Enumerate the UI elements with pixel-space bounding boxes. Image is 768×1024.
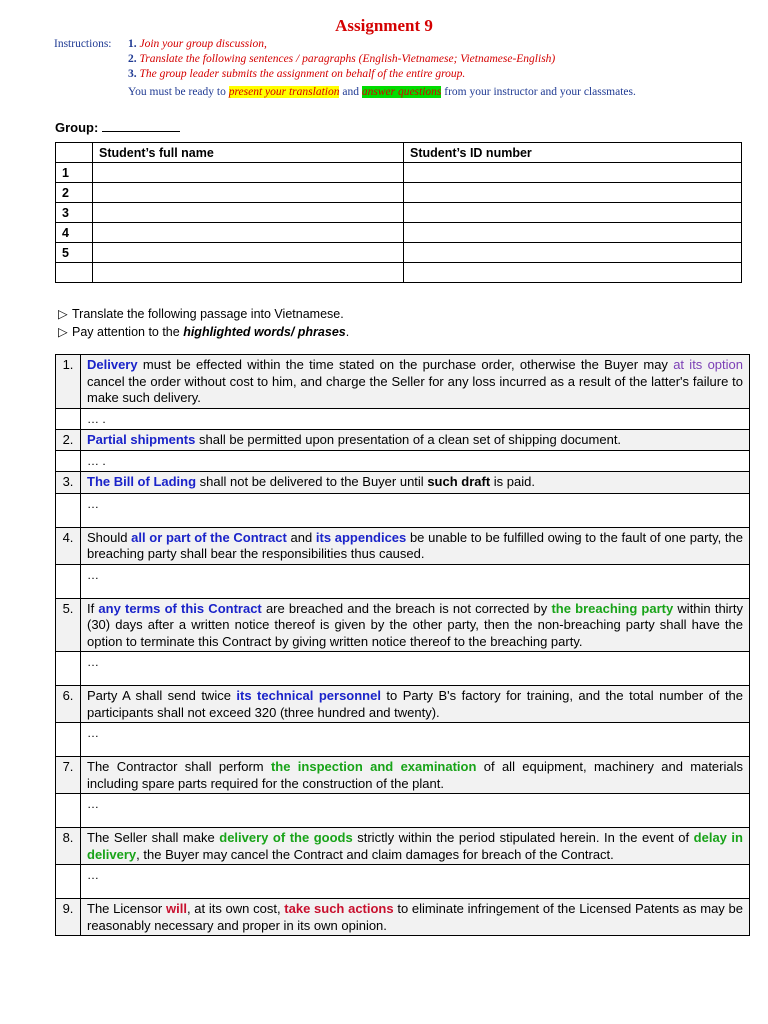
passage-row	[56, 527, 750, 564]
passage-text	[81, 598, 750, 652]
table-row	[56, 203, 742, 223]
answer-cell[interactable]	[81, 794, 750, 828]
passage-row	[56, 757, 750, 794]
student-id-cell[interactable]	[404, 163, 742, 183]
student-id-cell[interactable]	[404, 263, 742, 283]
table-header: Student’s full name	[93, 143, 404, 163]
group-field	[55, 119, 180, 135]
bullet-line	[58, 323, 349, 341]
answer-row	[56, 652, 750, 686]
answer-number-cell	[56, 451, 81, 472]
highlighted-phrase: its technical personnel	[236, 688, 381, 703]
passage-number: 3.	[56, 472, 81, 494]
answer-row	[56, 723, 750, 757]
passage-fragment: The Contractor shall perform	[87, 759, 271, 774]
student-id-cell[interactable]	[404, 223, 742, 243]
student-name-cell[interactable]	[93, 263, 404, 283]
highlighted-phrase: at its option	[673, 357, 743, 372]
passage-fragment: , the Buyer may cancel the Contract and claim damages for breach of the Contract.	[136, 846, 614, 862]
answer-cell[interactable]	[81, 493, 750, 527]
answer-number-cell	[56, 865, 81, 899]
passage-fragment: is paid.	[490, 474, 535, 489]
passage-fragment: to eliminate infringement of the Licensed Patents as may be reasonably necessary and proper in its own opinion.	[87, 901, 743, 933]
student-id-cell[interactable]	[404, 183, 742, 203]
row-number: 4	[56, 223, 93, 243]
passage-fragment: must be effected within the time stated on the purchase order, otherwise the Buyer may	[142, 357, 674, 372]
bullet-text: .	[345, 325, 350, 339]
row-number: 2	[56, 183, 93, 203]
answer-cell[interactable]	[81, 652, 750, 686]
instruction-number: 3.	[128, 68, 137, 80]
row-number: 1	[56, 163, 93, 183]
student-name-cell[interactable]	[93, 243, 404, 263]
instructions-label: Instructions:	[54, 38, 112, 50]
passage-number: 7.	[56, 757, 81, 794]
table-row	[56, 163, 742, 183]
passage-row	[56, 429, 750, 451]
answer-cell[interactable]	[81, 865, 750, 899]
instruction-text: Translate the following sentences / paragraphs (English-Vietnamese; Vietnamese-English)	[139, 53, 556, 65]
passage-number: 2.	[56, 429, 81, 451]
student-name-cell[interactable]	[93, 223, 404, 243]
highlighted-phrase: such draft	[427, 474, 491, 489]
passage-fragment: cancel the order without cost to him, and charge the Seller for any loss incurred as a result of the latter's failure to make such delivery.	[87, 373, 743, 405]
passage-fragment: Party A shall send twice	[87, 688, 237, 703]
student-id-cell[interactable]	[404, 243, 742, 263]
highlighted-phrase: take such actions	[284, 901, 394, 916]
ready-text: You must be ready to	[128, 86, 229, 98]
passage-fragment: are breached and the breach is not corrected by	[261, 600, 552, 616]
passage-fragment: shall not be delivered to the Buyer until	[196, 474, 428, 489]
highlighted-phrase: any terms of this Contract	[98, 600, 262, 616]
passage-fragment: Should	[87, 529, 132, 545]
instruction-number: 2.	[128, 53, 137, 65]
bullet-text: Pay attention to the	[72, 325, 184, 339]
answer-row	[56, 451, 750, 472]
passage-number: 8.	[56, 828, 81, 865]
highlighted-phrase: The Bill of Lading	[87, 474, 197, 489]
bullet-text: Translate the following passage into Vietnamese.	[72, 307, 344, 321]
highlighted-phrase: Delivery	[87, 357, 138, 372]
passage-number: 4.	[56, 527, 81, 564]
answer-placeholder: …	[87, 567, 99, 582]
answer-number-cell	[56, 652, 81, 686]
passage-text	[81, 527, 750, 564]
answer-number-cell	[56, 493, 81, 527]
passage-instructions	[58, 305, 349, 341]
answer-row	[56, 865, 750, 899]
passage-row	[56, 472, 750, 494]
student-table-header	[56, 143, 742, 163]
passage-text	[81, 899, 750, 936]
student-table	[55, 142, 742, 283]
passage-text	[81, 757, 750, 794]
passage-number: 5.	[56, 598, 81, 652]
instruction-text: The group leader submits the assignment on behalf of the entire group.	[139, 68, 466, 80]
highlighted-phrase: Partial shipments	[87, 431, 196, 447]
passage-text	[81, 828, 750, 865]
passage-row	[56, 828, 750, 865]
passage-row	[56, 598, 750, 652]
highlighted-phrase: the breaching party	[551, 600, 674, 616]
answer-number-cell	[56, 408, 81, 429]
answer-placeholder: …	[87, 496, 99, 511]
passage-text	[81, 472, 750, 494]
answer-number-cell	[56, 564, 81, 598]
passage-fragment: of all equipment, machinery and materials including spare parts required for the construction of the plant.	[87, 759, 743, 791]
passage-table	[55, 354, 750, 936]
answer-placeholder: …	[87, 655, 99, 669]
answer-placeholder: …	[87, 868, 99, 882]
bullet-line	[58, 305, 349, 323]
answer-number-cell	[56, 723, 81, 757]
answer-number-cell	[56, 794, 81, 828]
passage-number: 9.	[56, 899, 81, 936]
group-blank-line[interactable]	[102, 119, 180, 132]
bullet-bold-text: highlighted words/ phrases	[183, 325, 346, 339]
passage-fragment: strictly within the period stipulated herein. In the event of	[352, 830, 694, 845]
table-header: Student’s ID number	[404, 143, 742, 163]
highlight-answer-questions: answer questions	[361, 86, 442, 98]
answer-cell[interactable]	[81, 564, 750, 598]
student-id-cell[interactable]	[404, 203, 742, 223]
answer-placeholder: …	[87, 726, 99, 740]
row-number: 5	[56, 243, 93, 263]
student-name-cell[interactable]	[93, 203, 404, 223]
passage-fragment: The Licensor	[87, 901, 166, 916]
passage-number: 6.	[56, 686, 81, 723]
table-row	[56, 223, 742, 243]
passage-fragment: The Seller shall make	[87, 830, 220, 845]
student-name-cell[interactable]	[93, 183, 404, 203]
student-name-cell[interactable]	[93, 163, 404, 183]
table-header	[56, 143, 93, 163]
table-row	[56, 183, 742, 203]
passage-fragment: be unable to be fulfilled owing to the fault of one party, the breaching party shall bear the responsibilities thus caused.	[87, 529, 744, 561]
passage-row	[56, 686, 750, 723]
answer-row	[56, 408, 750, 429]
answer-placeholder: … .	[87, 411, 106, 426]
row-number: 3	[56, 203, 93, 223]
highlighted-phrase: all or part of the Contract	[131, 529, 287, 545]
answer-placeholder: …	[87, 797, 99, 811]
highlighted-phrase: delivery of the goods	[219, 830, 353, 845]
row-number	[56, 263, 93, 283]
passage-fragment: If	[87, 600, 99, 616]
ready-text: from your instructor and your classmates.	[441, 86, 636, 98]
highlighted-phrase: its appendices	[315, 529, 407, 545]
answer-cell[interactable]	[81, 451, 750, 472]
ready-note	[128, 86, 636, 98]
answer-row	[56, 564, 750, 598]
instruction-number: 1.	[128, 38, 137, 50]
passage-fragment: and	[286, 529, 316, 545]
group-label: Group:	[55, 120, 99, 135]
page-title: Assignment 9	[335, 16, 433, 35]
answer-cell[interactable]	[81, 723, 750, 757]
highlighted-phrase: delay in delivery	[87, 830, 743, 862]
passage-row	[56, 355, 750, 409]
answer-cell[interactable]	[81, 408, 750, 429]
passage-fragment: to Party B's factory for training, and the total number of the participants shall not exceed 320 (three hundred and twenty).	[87, 688, 744, 720]
answer-row	[56, 493, 750, 527]
passage-text	[81, 686, 750, 723]
triangle-bullet-icon: ▷	[58, 307, 68, 321]
ready-text: and	[339, 86, 362, 98]
instructions	[54, 37, 555, 82]
answer-row	[56, 794, 750, 828]
highlighted-phrase: the inspection and examination	[270, 759, 477, 774]
passage-text	[81, 355, 750, 409]
passage-fragment: , at its own cost,	[186, 901, 285, 916]
table-row	[56, 263, 742, 283]
instruction-text: Join your group discussion,	[139, 38, 267, 50]
highlight-present-translation: present your translation	[228, 86, 340, 98]
answer-placeholder: … .	[87, 454, 106, 468]
passage-fragment: shall be permitted upon presentation of a clean set of shipping document.	[195, 431, 622, 447]
passage-text	[81, 429, 750, 451]
passage-number: 1.	[56, 355, 81, 409]
highlighted-phrase: will	[165, 901, 187, 916]
passage-fragment: within thirty (30) days after a written notice thereof is given by the other party, then the non-breaching party shall have the option to terminate this Contract by giving written notice thereof to the breaching party.	[87, 600, 743, 649]
table-row	[56, 243, 742, 263]
triangle-bullet-icon: ▷	[58, 325, 68, 339]
passage-row	[56, 899, 750, 936]
